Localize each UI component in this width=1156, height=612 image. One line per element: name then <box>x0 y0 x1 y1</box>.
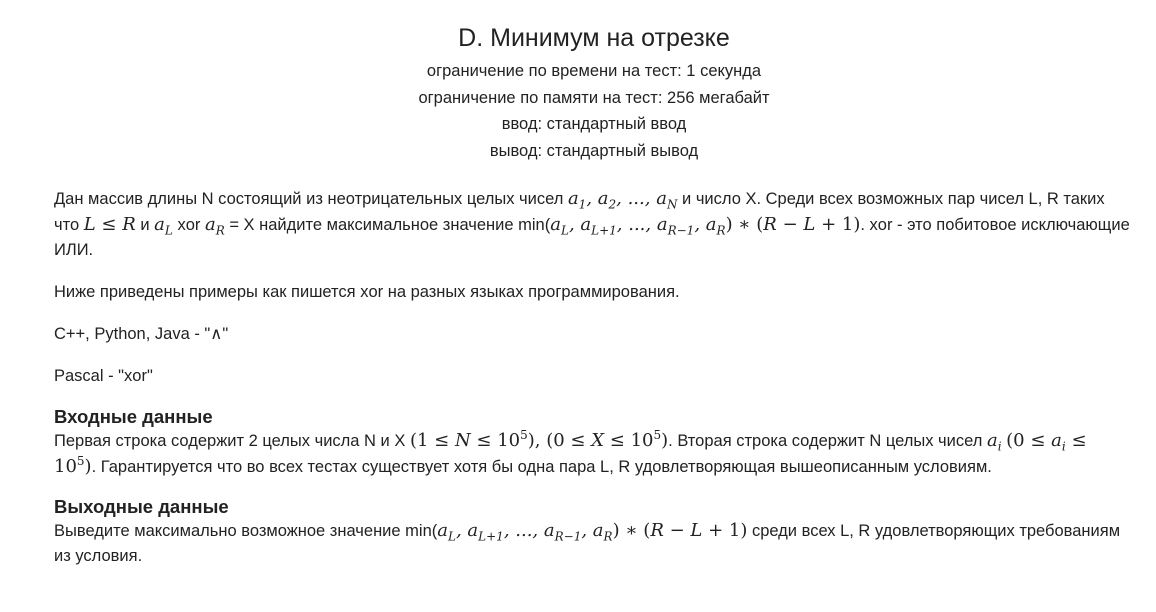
output-file: вывод: стандартный вывод <box>489 141 699 160</box>
formula-ai-range: $(0 \le a_i \le 10^5)$ <box>54 430 1087 477</box>
input-specification <box>54 406 1134 480</box>
legend-paragraph: Дан массив длины N состоящий из неотрицательных целых чисел $a_1$, $a_2$, ..., $a_N$ и число X. Среди всех возможных пар чисел L, R таких что L ≤ R и $a_L$ xor $a_R = X$ найдите максимальное значение $\min(a_L$, $a_{L+1}$, ..., $a_{R-1}$, $a_R$) ∗ (R − L + 1). xor - это побитовое исключающие ИЛИ. <box>54 188 1130 259</box>
formula-min-range: $a_L$, $a_{L+1}$, ..., $a_{R-1}$, $a_R$ <box>550 214 726 238</box>
formula-min-range-output: $a_L$, $a_{L+1}$, ..., $a_{R-1}$, $a_R$ <box>437 520 613 544</box>
formula-product-output: ) ∗ (R − L + 1) <box>612 520 748 541</box>
input-section-title: Входные данные <box>54 406 213 427</box>
xor-pascal-paragraph: Pascal - "xor" <box>54 367 153 385</box>
problem-header <box>0 20 1156 164</box>
problem-statement <box>54 186 1134 585</box>
formula-product: ) ∗ (R − L + 1) <box>725 214 861 235</box>
xor-note-paragraph: Ниже приведены примеры как пишется xor на разных языках программирования. <box>54 283 680 301</box>
formula-array: $a_1$, $a_2$, ..., $a_N$ <box>567 188 678 212</box>
input-file: ввод: стандартный ввод <box>501 115 687 133</box>
formula-ai: $a_i$ <box>986 430 1002 454</box>
output-section-title: Выходные данные <box>54 496 229 517</box>
formula-ar: $a_R$ <box>204 214 225 238</box>
output-paragraph: Выведите максимально возможное значение $\min(a_L$, $a_{L+1}$, ..., $a_{R-1}$, $a_R$) ∗ (R − L + 1) среди всех L, R удовлетворяющих требованиям из условия. <box>54 520 1121 565</box>
formula-l-le-r: L ≤ R <box>83 214 136 235</box>
input-paragraph: Первая строка содержит 2 целых числа N и X $(1 \le N \le 10^5)$, $(0 \le X \le 10^5)$. Вторая строка содержит N целых чисел $a_i$ $(0 \le a_i \le 10^5)$. Гарантируется что во всех тестах существует хотя бы одна пара L, R удовлетворяющая вышеописанным условиям. <box>54 428 1087 477</box>
problem-title: D. Минимум на отрезке <box>458 24 730 52</box>
formula-al: $a_L$ <box>154 214 173 238</box>
xor-cpp-paragraph: C++, Python, Java - "∧" <box>54 325 229 343</box>
output-specification <box>54 496 1134 569</box>
formula-n-range: $(1 \le N \le 10^5)$, $(0 \le X \le 10^5)$ <box>409 428 669 451</box>
memory-limit: ограничение по памяти на тест: 256 мегабайт <box>418 88 770 107</box>
time-limit: ограничение по времени на тест: 1 секунда <box>426 62 762 80</box>
